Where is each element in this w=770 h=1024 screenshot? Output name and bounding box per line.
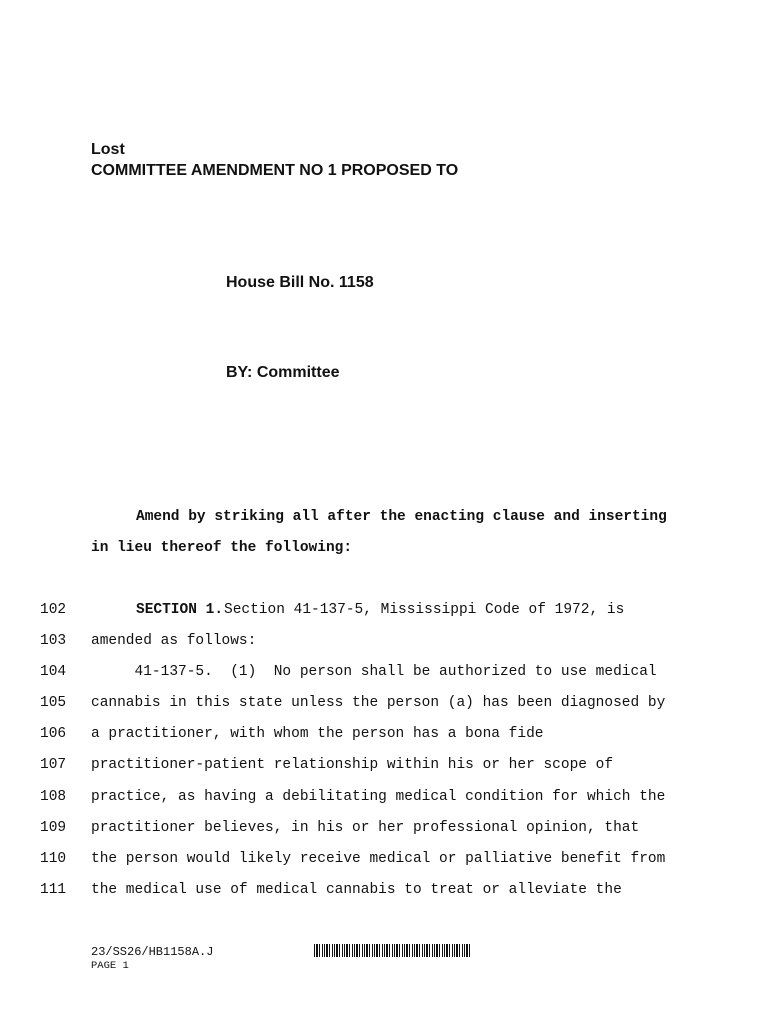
- sponsor-line: BY: Committee: [226, 364, 340, 381]
- intro-line-2: in lieu thereof the following:: [91, 540, 353, 556]
- body-line: a practitioner, with whom the person has a bona fide: [91, 726, 544, 742]
- body-line: the medical use of medical cannabis to treat or alleviate the: [91, 882, 622, 898]
- body-line: the person would likely receive medical or palliative benefit from: [91, 851, 666, 867]
- status-label: Lost: [91, 141, 125, 158]
- line-number: 109: [40, 820, 67, 836]
- amendment-title: COMMITTEE AMENDMENT NO 1 PROPOSED TO: [91, 162, 459, 179]
- bill-number: House Bill No. 1158: [226, 274, 374, 291]
- body-line: Section 41-137-5, Mississippi Code of 1972, is: [224, 602, 625, 618]
- body-line: practitioner-patient relationship within his or her scope of: [91, 757, 614, 773]
- line-number: 111: [40, 882, 67, 898]
- document-id: 23/SS26/HB1158A.J: [91, 945, 214, 959]
- line-number: 105: [40, 695, 67, 711]
- body-line: amended as follows:: [91, 633, 257, 649]
- line-number: 107: [40, 757, 67, 773]
- line-number: 104: [40, 664, 67, 680]
- line-number: 102: [40, 602, 67, 618]
- body-line: practice, as having a debilitating medical condition for which the: [91, 789, 666, 805]
- body-line: practitioner believes, in his or her professional opinion, that: [91, 820, 640, 836]
- section-label: SECTION 1.: [136, 602, 224, 618]
- page-number: PAGE 1: [91, 960, 129, 972]
- line-number: 106: [40, 726, 67, 742]
- barcode-image: [314, 944, 472, 957]
- line-number: 108: [40, 789, 67, 805]
- intro-line-1: Amend by striking all after the enacting clause and inserting: [136, 509, 667, 525]
- body-line: 41-137-5. (1) No person shall be authorized to use medical: [91, 664, 657, 680]
- body-line: cannabis in this state unless the person (a) has been diagnosed by: [91, 695, 666, 711]
- line-number: 110: [40, 851, 67, 867]
- line-number: 103: [40, 633, 67, 649]
